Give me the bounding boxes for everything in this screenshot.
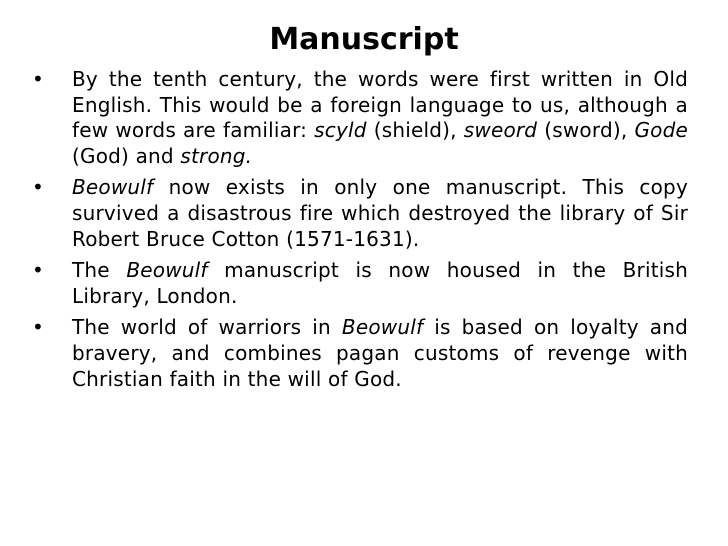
bullet-text [72,258,688,308]
italic-term: scyld [314,118,367,143]
text-run: (shield), [366,118,464,143]
bullet-icon: • [32,315,44,340]
italic-term: Gode [634,118,688,143]
bullet-icon: • [32,258,44,283]
text-run: (God) and [72,143,181,168]
bullet-icon: • [32,175,44,200]
bullet-item-1 [32,67,688,169]
text-run: By the tenth century, the words were first written in Old English. This would be a foreign language to us, although a few words are familiar: [72,67,688,143]
bullet-icon: • [32,67,44,91]
bullet-item-2 [32,175,688,252]
bullet-item-4 [32,315,688,392]
bullet-text [72,315,688,390]
slide-title: Manuscript [269,22,459,57]
text-run: The [72,258,127,283]
text-run: manuscript is now housed in the British Library, London. [72,258,688,308]
italic-term: Beowulf [72,175,154,200]
bullet-item-3 [32,258,688,309]
italic-term: Beowulf [341,315,424,340]
text-run: is based on loyalty and bravery, and combines pagan customs of revenge with Christian faith in the will of God. [72,315,688,391]
text-run: now exists in only one manuscript. This copy survived a disastrous fire which destroyed the library of Sir Robert Bruce Cotton (1571-1631). [72,175,688,251]
bullet-list [32,67,688,398]
italic-term: strong. [180,143,253,168]
bullet-text [72,175,688,250]
italic-term: sweord [463,118,538,143]
bullet-text [72,67,688,168]
text-run: (sword), [537,118,635,143]
italic-term: Beowulf [126,258,208,283]
text-run: The world of warriors in [72,315,342,340]
